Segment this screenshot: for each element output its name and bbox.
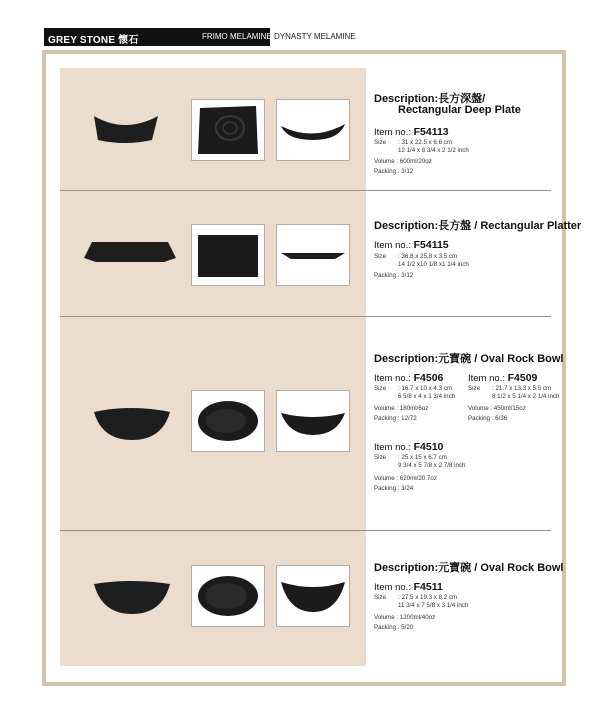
oval-bowl-profile-image: [277, 391, 349, 451]
product-description: Description:元寶碗 / Oval Rock Bowl: [374, 353, 564, 365]
product-top-thumb[interactable]: [191, 99, 265, 161]
packing-spec: Packing : 3/12: [374, 272, 414, 279]
oval-bowl-large-side-image: [90, 574, 174, 618]
size-spec: Size : 21.7 x 13.3 x 5.5 cm 8 1/2 x 5 1/4 x 2 1/4 inch: [468, 385, 560, 400]
platter-side-image: [80, 232, 180, 272]
product-description: Description:長方深盤/: [374, 93, 486, 105]
size-spec: Size : 36.8 x 25.8 x 3.5 cm 14 1/2 x10 1/8 x1 1/4 inch: [374, 253, 469, 268]
section-divider: [60, 316, 551, 317]
section-divider: [60, 530, 551, 531]
packing-spec: Packing : 6/36: [468, 415, 508, 422]
deep-plate-side-image: [80, 104, 170, 156]
item-number: Item no.: F54115: [374, 239, 449, 251]
volume-spec: Volume : 620ml/20.7oz: [374, 475, 437, 482]
size-spec: Size : 16.7 x 10 x 4.3 cm 6 5/8 x 4 x 1 3/4 inch: [374, 385, 456, 400]
size-spec: Size : 31 x 22.5 x 6.6 cm 12 1/4 x 8 3/4 x 2 1/2 inch: [374, 139, 469, 154]
product-side-view: [80, 104, 170, 156]
deep-plate-top-image: [192, 100, 264, 160]
packing-spec: Packing : 3/24: [374, 485, 414, 492]
product-top-thumb[interactable]: [191, 390, 265, 452]
section-divider: [60, 190, 551, 191]
product-top-thumb[interactable]: [191, 224, 265, 286]
nav-link-frimo[interactable]: FRIMO MELAMINE: [202, 32, 272, 41]
item-number: Item no.: F4509: [468, 372, 538, 384]
product-side-view: [90, 400, 174, 444]
product-profile-thumb[interactable]: [276, 565, 350, 627]
product-profile-thumb[interactable]: [276, 224, 350, 286]
item-number: Item no.: F4511: [374, 581, 443, 593]
product-profile-thumb[interactable]: [276, 390, 350, 452]
oval-bowl-large-profile-image: [277, 566, 349, 626]
oval-bowl-side-image: [90, 400, 174, 444]
product-side-view: [90, 574, 174, 618]
brand-title: GREY STONE 懷石: [48, 35, 139, 46]
product-top-thumb[interactable]: [191, 565, 265, 627]
product-description: Description:元寶碗 / Oval Rock Bowl: [374, 562, 564, 574]
product-side-view: [80, 232, 180, 272]
deep-plate-profile-image: [277, 100, 349, 160]
product-description-2: Rectangular Deep Plate: [398, 104, 521, 116]
volume-spec: Volume : 180ml/6oz: [374, 405, 429, 412]
packing-spec: Packing : 3/12: [374, 168, 414, 175]
packing-spec: Packing : 5/20: [374, 624, 414, 631]
size-spec: Size : 27.5 x 19.3 x 8.2 cm 11 3/4 x 7 5/8 x 3 1/4 inch: [374, 594, 469, 609]
product-description: Description:長方盤 / Rectangular Platter: [374, 220, 582, 232]
item-number: Item no.: F4506: [374, 372, 444, 384]
platter-profile-image: [277, 225, 349, 285]
packing-spec: Packing : 12/72: [374, 415, 417, 422]
nav-link-dynasty[interactable]: DYNASTY MELAMINE: [274, 32, 356, 41]
product-profile-thumb[interactable]: [276, 99, 350, 161]
volume-spec: Volume : 600ml/20oz: [374, 158, 432, 165]
volume-spec: Volume : 450ml/15oz: [468, 405, 526, 412]
size-spec: Size : 25 x 15 x 6.7 cm 9 3/4 x 5 7/8 x 2 7/8 inch: [374, 454, 466, 469]
oval-bowl-top-image: [192, 391, 264, 451]
platter-top-image: [192, 225, 264, 285]
item-number: Item no.: F4510: [374, 441, 444, 453]
volume-spec: Volume : 1200ml/40oz: [374, 614, 436, 621]
oval-bowl-large-top-image: [192, 566, 264, 626]
item-number: Item no.: F54113: [374, 126, 449, 138]
